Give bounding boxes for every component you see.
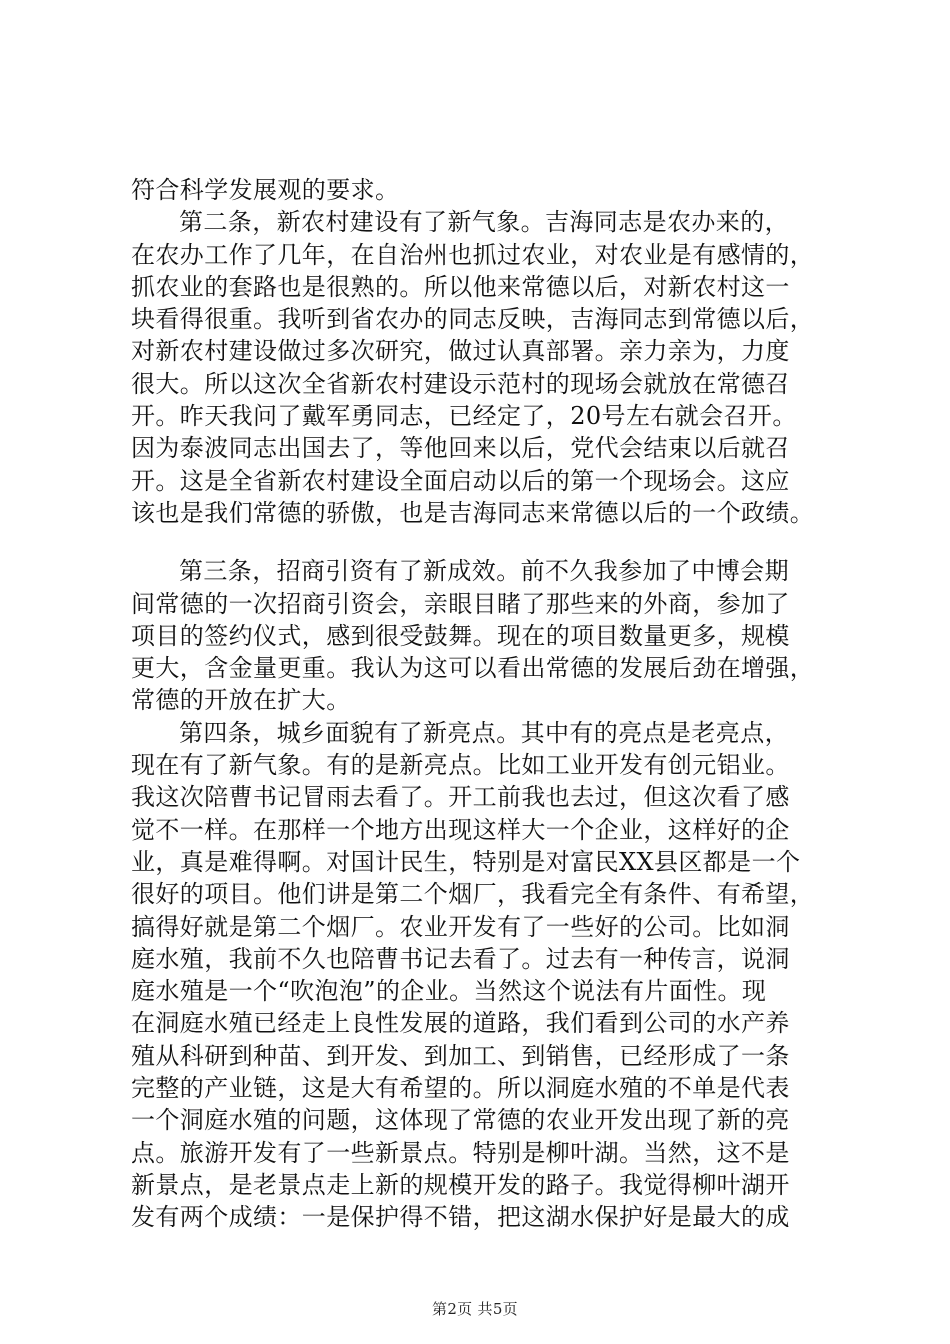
text-line: 发有两个成绩：一是保护得不错，把这湖水保护好是最大的成: [131, 1203, 790, 1232]
text-line: 抓农业的套路也是很熟的。所以他来常德以后，对新农村这一: [131, 272, 790, 301]
paragraph-spacer: [131, 529, 851, 555]
paragraph: [131, 206, 851, 529]
text-line: 因为泰波同志出国去了，等他回来以后，党代会结束以后就召: [131, 434, 790, 463]
text-line: 完整的产业链，这是大有希望的。所以洞庭水殖的不单是代表: [131, 1074, 790, 1103]
text-line: 庭水殖是一个“吹泡泡”的企业。当然这个说法有片面性。现: [131, 977, 767, 1006]
text-line: 间常德的一次招商引资会，亲眼目睹了那些来的外商，参加了: [131, 589, 790, 618]
page-footer: 第2页 共5页: [432, 1300, 518, 1318]
text-line: 符合科学发展观的要求。: [131, 176, 400, 204]
text-line: 新景点，是老景点走上新的规模开发的路子。我觉得柳叶湖开: [131, 1170, 790, 1199]
text-line: 现在有了新气象。有的是新亮点。比如工业开发有创元铝业。: [131, 751, 790, 780]
text-line: 该也是我们常德的骄傲，也是吉海同志来常德以后的一个政绩。: [131, 498, 815, 527]
text-line: 更大，含金量更重。我认为这可以看出常德的发展后劲在增强，: [131, 654, 815, 683]
text-line: 对新农村建设做过多次研究，做过认真部署。亲力亲为，力度: [131, 337, 790, 366]
paragraph: [131, 174, 851, 206]
text-line: 常德的开放在扩大。: [131, 686, 351, 715]
text-line: 很大。所以这次全省新农村建设示范村的现场会就放在常德召: [131, 369, 790, 398]
text-line: 项目的签约仪式，感到很受鼓舞。现在的项目数量更多，规模: [131, 621, 790, 650]
text-line: 殖从科研到种苗、到开发、到加工、到销售，已经形成了一条: [131, 1041, 790, 1070]
text-line: 我这次陪曹书记冒雨去看了。开工前我也去过，但这次看了感: [131, 783, 790, 812]
text-line: 业，真是难得啊。对国计民生，特别是对富民XX县区都是一个: [131, 847, 801, 876]
text-line: 开。这是全省新农村建设全面启动以后的第一个现场会。这应: [131, 466, 790, 495]
text-line: 搞得好就是第二个烟厂。农业开发有了一些好的公司。比如洞: [131, 912, 790, 941]
text-line: 块看得很重。我听到省农办的同志反映，吉海同志到常德以后，: [131, 305, 815, 334]
text-line: 第三条，招商引资有了新成效。前不久我参加了中博会期: [179, 557, 789, 586]
text-line: 第二条，新农村建设有了新气象。吉海同志是农办来的，: [179, 208, 789, 237]
text-line: 很好的项目。他们讲是第二个烟厂，我看完全有条件、有希望，: [131, 880, 815, 909]
paragraph: [131, 717, 851, 1234]
text-line: 开。昨天我问了戴军勇同志，已经定了，20号左右就会召开。: [131, 402, 797, 431]
text-line: 在农办工作了几年，在自治州也抓过农业，对农业是有感情的，: [131, 240, 815, 269]
text-line: 庭水殖，我前不久也陪曹书记去看了。过去有一种传言，说洞: [131, 944, 790, 973]
text-line: 第四条，城乡面貌有了新亮点。其中有的亮点是老亮点，: [179, 718, 789, 747]
text-line: 在洞庭水殖已经走上良性发展的道路，我们看到公司的水产养: [131, 1009, 790, 1038]
text-line: 一个洞庭水殖的问题，这体现了常德的农业开发出现了新的亮: [131, 1106, 790, 1135]
text-line: 觉不一样。在那样一个地方出现这样大一个企业，这样好的企: [131, 815, 790, 844]
document-body: [131, 174, 851, 1234]
text-line: 点。旅游开发有了一些新景点。特别是柳叶湖。当然，这不是: [131, 1138, 790, 1167]
paragraph: [131, 555, 851, 716]
